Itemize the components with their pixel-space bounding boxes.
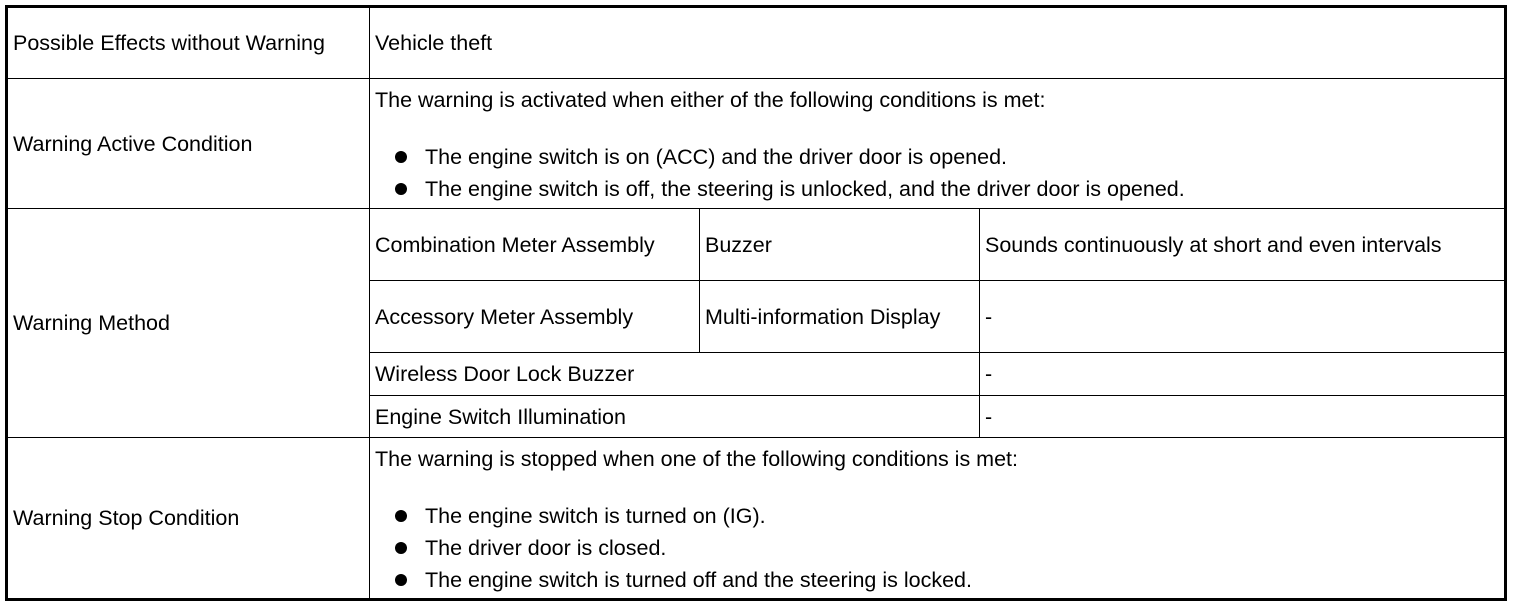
method-detail-cell (980, 281, 1504, 352)
bullet-icon (395, 574, 407, 586)
effects-value: Vehicle theft (375, 31, 493, 55)
active-condition-list (375, 141, 1504, 205)
stop-label-cell (8, 438, 369, 598)
method-type-cell (700, 209, 979, 280)
bullet-icon (395, 542, 407, 554)
stop-condition-cell (370, 438, 1504, 598)
method-detail-cell (980, 396, 1504, 437)
method-device-cell (370, 281, 699, 352)
stop-condition-text: The driver door is closed. (425, 536, 667, 560)
method-type: Buzzer (705, 232, 772, 257)
method-type-cell (700, 281, 979, 352)
method-label-cell (8, 209, 369, 437)
active-condition-text: The engine switch is off, the steering is unlocked, and the driver door is opened. (425, 177, 1185, 201)
stop-label: Warning Stop Condition (13, 506, 240, 530)
method-device: Engine Switch Illumination (375, 404, 626, 429)
method-detail: - (985, 362, 993, 386)
stop-condition-text: The engine switch is turned on (IG). (425, 504, 766, 528)
list-item (395, 141, 1504, 173)
method-device: Wireless Door Lock Buzzer (375, 362, 635, 386)
method-detail: - (985, 304, 993, 329)
method-device-cell (370, 209, 699, 280)
method-device: Combination Meter Assembly (375, 232, 655, 257)
list-item (395, 173, 1504, 205)
bullet-icon (395, 510, 407, 522)
effects-label-cell (8, 8, 369, 78)
stop-condition-text: The engine switch is turned off and the steering is locked. (425, 568, 972, 592)
method-device-cell (370, 353, 979, 395)
method-detail-cell (980, 209, 1504, 280)
method-detail: Sounds continuously at short and even intervals (985, 232, 1442, 257)
effects-label: Possible Effects without Warning (13, 31, 325, 55)
active-label: Warning Active Condition (13, 131, 253, 156)
method-type: Multi-information Display (705, 304, 941, 329)
stop-condition-list (375, 500, 1504, 596)
list-item (395, 500, 1504, 532)
active-condition-cell (370, 79, 1504, 208)
method-device: Accessory Meter Assembly (375, 304, 634, 329)
list-item (395, 564, 1504, 596)
method-device-cell (370, 396, 979, 437)
effects-value-cell (370, 8, 1504, 78)
method-label: Warning Method (13, 311, 170, 335)
bullet-icon (395, 151, 407, 163)
active-condition-text: The engine switch is on (ACC) and the driver door is opened. (425, 145, 1008, 169)
stop-intro: The warning is stopped when one of the following conditions is met: (375, 447, 1018, 471)
method-detail: - (985, 404, 993, 429)
active-intro: The warning is activated when either of the following conditions is met: (375, 88, 1046, 112)
method-detail-cell (980, 353, 1504, 395)
list-item (395, 532, 1504, 564)
active-label-cell (8, 79, 369, 208)
bullet-icon (395, 183, 407, 195)
